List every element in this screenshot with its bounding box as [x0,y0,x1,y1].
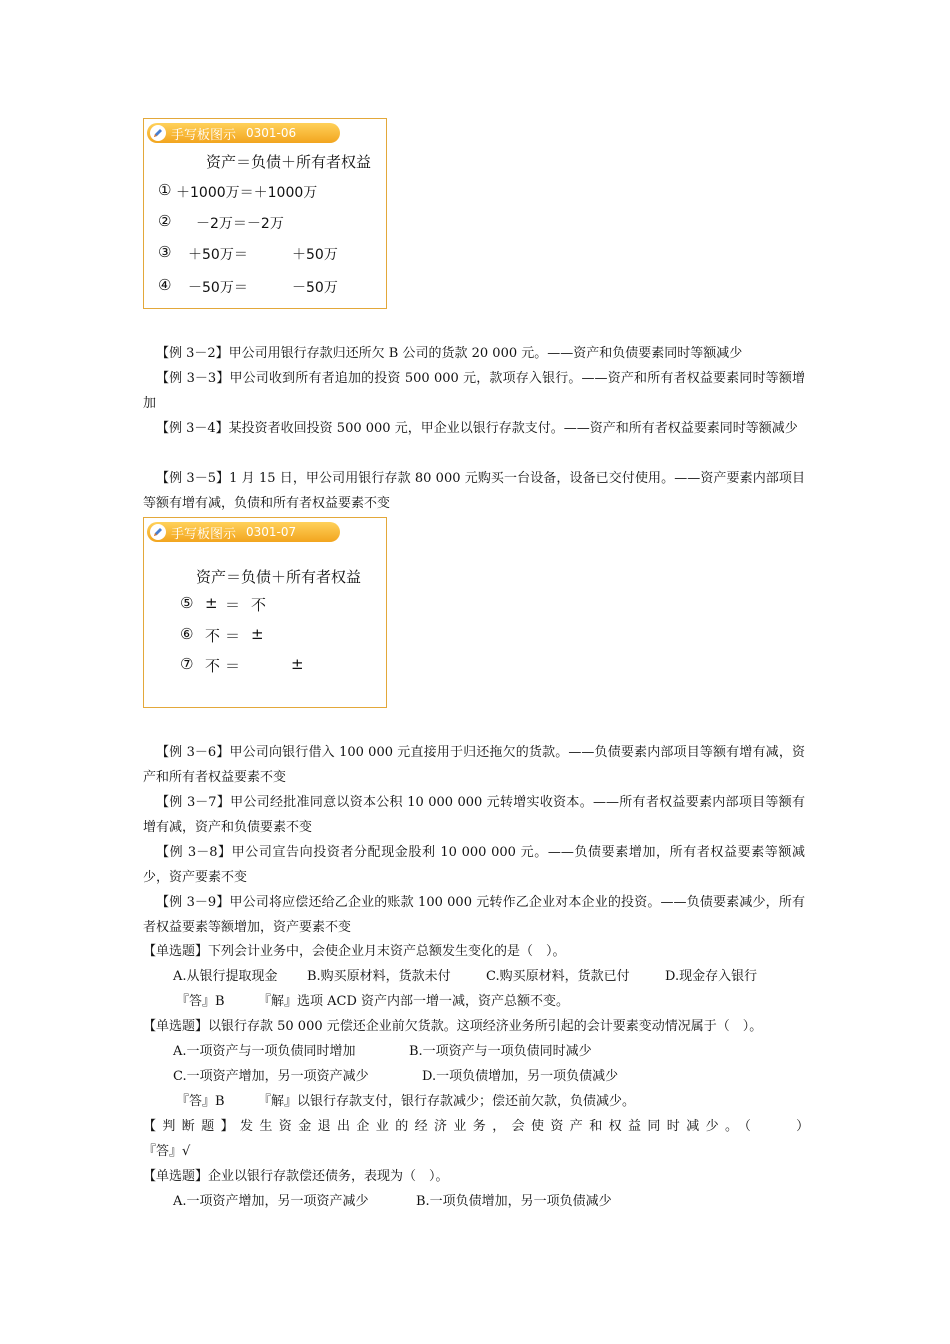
board-badge-label: 手写板图示 [171,526,237,542]
question-3-stem: 【判断题】发生资金退出企业的经济业务，会使资产和权益同时减少。（ ） [143,1119,816,1134]
board-heading: 资产＝负债＋所有者权益 [206,153,372,171]
board-row-eq: ＝ [225,627,241,645]
board-row-b: ± [291,655,304,673]
pen-icon [150,524,166,540]
board-badge [147,123,340,143]
question-2-answer: 『答』B [176,1094,225,1109]
question-3-answer: 『答』√ [143,1144,191,1159]
board-row-b: ± [251,625,264,643]
board-heading: 资产＝负债＋所有者权益 [196,568,362,586]
example-3-2: 【例 3－2】甲公司用银行存款归还所欠 B 公司的货款 20 000 元。——资产和负债要素同时等额减少 [156,346,743,361]
board-row-num: ⑤ [180,594,194,612]
board-code: 0301-07 [246,525,297,539]
question-1-option-b: B.购买原材料，货款未付 [307,969,451,984]
board-row-right: －50万 [292,280,338,296]
example-3-3: 【例 3－3】甲公司收到所有者追加的投资 500 000 元，款项存入银行。——资产和所有者权益要素同时等额增加 [143,371,805,411]
question-2-stem: 【单选题】以银行存款 50 000 元偿还企业前欠货款。这项经济业务所引起的会计要素变动情况属于（ ）。 [143,1019,763,1034]
example-3-8: 【例 3－8】甲公司宣告向投资者分配现金股利 10 000 000 元。——负债要素增加，所有者权益要素等额减少，资产要素不变 [143,845,805,885]
board-row-equation: ＋1000万＝＋1000万 [176,185,318,201]
board-row-num: ① [158,181,172,199]
handwriting-board-0301-06 [143,118,387,309]
board-row-num: ② [158,212,172,230]
board-row-num: ⑥ [180,625,194,643]
board-code: 0301-06 [246,126,297,140]
question-1-option-a: A.从银行提取现金 [173,969,278,984]
question-4-option-b: B.一项负债增加，另一项负债减少 [416,1194,612,1209]
board-row-num: ③ [158,243,172,261]
question-2-option-a: A.一项资产与一项负债同时增加 [173,1044,356,1059]
board-badge-label: 手写板图示 [171,127,237,143]
handwriting-board-0301-07 [143,517,387,708]
question-1-answer: 『答』B [176,994,225,1009]
question-1-option-d: D.现金存入银行 [665,969,758,984]
pen-icon [150,125,166,141]
question-2-option-b: B.一项资产与一项负债同时减少 [409,1044,592,1059]
board-row-num: ⑦ [180,655,194,673]
board-row-right: ＋50万 [292,247,338,263]
example-3-7: 【例 3－7】甲公司经批准同意以资本公积 10 000 000 元转增实收资本。——所有者权益要素内部项目等额有增有减，资产和负债要素不变 [143,795,805,835]
example-3-4: 【例 3－4】某投资者收回投资 500 000 元，甲企业以银行存款支付。——资产和所有者权益要素同时等额减少 [156,421,798,436]
question-2-explanation: 『解』以银行存款支付，银行存款减少；偿还前欠款，负债减少。 [258,1094,636,1109]
example-3-9: 【例 3－9】甲公司将应偿还给乙企业的账款 100 000 元转作乙企业对本企业的投资。——负债要素减少，所有者权益要素等额增加，资产要素不变 [143,895,805,935]
question-2-option-c: C.一项资产增加，另一项资产减少 [173,1069,369,1084]
question-1-option-c: C.购买原材料，货款已付 [486,969,630,984]
board-badge [147,522,340,542]
board-row-eq: ＝ [225,657,241,675]
board-row-a: 不 [205,627,221,645]
board-row-a: ± [205,594,218,612]
question-1-stem: 【单选题】下列会计业务中，会使企业月末资产总额发生变化的是（ ）。 [143,944,566,959]
board-row-eq: ＝ [225,596,241,614]
board-row-b: 不 [251,596,267,614]
board-row-left: ＋50万＝ [188,247,248,263]
board-row-a: 不 [205,657,221,675]
question-4-stem: 【单选题】企业以银行存款偿还债务，表现为（ ）。 [143,1169,449,1184]
question-2-option-d: D.一项负债增加，另一项负债减少 [422,1069,619,1084]
example-3-5: 【例 3－5】1 月 15 日，甲公司用银行存款 80 000 元购买一台设备，设备已交付使用。——资产要素内部项目等额有增有减，负债和所有者权益要素不变 [143,471,805,511]
board-row-left: －50万＝ [188,280,248,296]
board-row-equation: －2万＝－2万 [196,216,284,232]
question-1-explanation: 『解』选项 ACD 资产内部一增一减，资产总额不变。 [258,994,570,1009]
question-4-option-a: A.一项资产增加，另一项资产减少 [173,1194,369,1209]
example-3-6: 【例 3－6】甲公司向银行借入 100 000 元直接用于归还拖欠的货款。——负债要素内部项目等额有增有减，资产和所有者权益要素不变 [143,745,805,785]
board-row-num: ④ [158,276,172,294]
